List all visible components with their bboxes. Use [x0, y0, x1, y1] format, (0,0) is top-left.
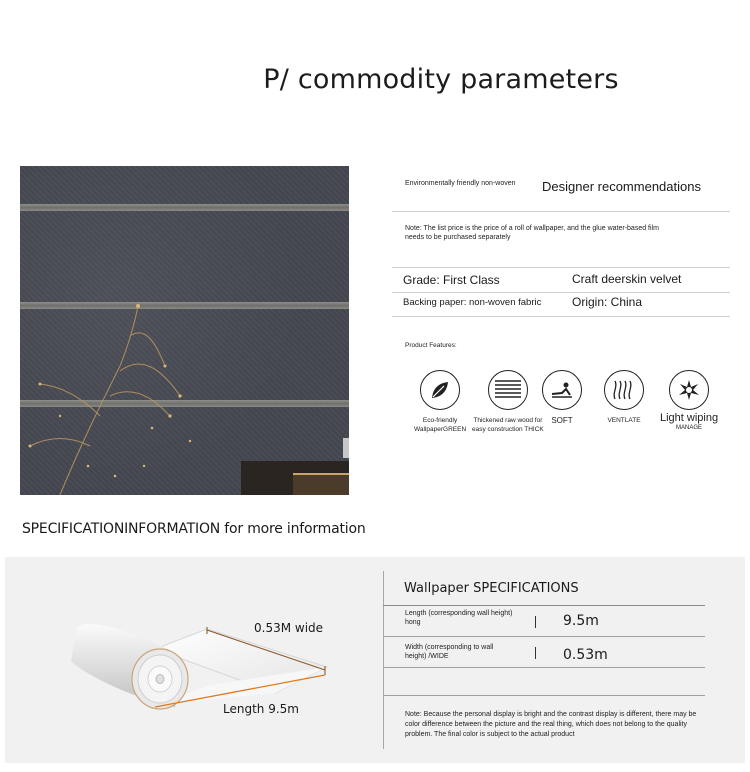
- roll-width-label: 0.53M wide: [254, 621, 324, 635]
- divider: [383, 636, 705, 637]
- divider: [383, 695, 705, 696]
- dried-branch-decor: [20, 166, 349, 495]
- backing-value: Backing paper: non-woven fabric: [403, 297, 542, 308]
- divider: [392, 267, 730, 268]
- divider: [392, 292, 730, 293]
- spec-tick: [535, 647, 536, 659]
- ventilate-icon: [604, 370, 644, 410]
- page-title: P/ commodity parameters: [263, 64, 619, 95]
- craft-value: Craft deerskin velvet: [572, 272, 682, 286]
- divider: [383, 667, 705, 668]
- spec-row-label: Width (corresponding to wall height) /WIDE: [405, 644, 494, 660]
- soft-icon: [542, 370, 582, 410]
- product-photo: [20, 166, 349, 495]
- wall-fixture: [343, 438, 349, 458]
- feature-sublabel: MANAGE: [676, 424, 703, 431]
- feature-label: Thickened raw wood for easy construction THICK: [472, 417, 544, 433]
- feature-ventilate: [604, 370, 644, 426]
- price-note: Note: The list price is the price of a roll of wallpaper, and the glue water-based film needs to be purchased separately: [405, 225, 659, 241]
- spec-row-label: Length (corresponding wall height) hong: [405, 610, 513, 626]
- wallpaper-roll-illustration: [5, 557, 383, 763]
- spec-panel: [5, 557, 745, 763]
- feature-soft: [542, 370, 582, 426]
- spec-row-value: 9.5m: [563, 613, 599, 629]
- feature-label: Eco-friendly WallpaperGREEN: [414, 417, 467, 433]
- divider: [392, 316, 730, 317]
- roll-length-label: Length 9.5m: [223, 702, 299, 716]
- feature-label: SOFT: [551, 416, 573, 425]
- picture-frame: [241, 461, 349, 495]
- divider: [383, 605, 705, 606]
- sparkle-icon: [669, 370, 709, 410]
- spec-tick: [535, 616, 536, 628]
- spec-heading: SPECIFICATIONINFORMATION for more information: [22, 521, 366, 537]
- spec-row-value: 0.53m: [563, 647, 608, 663]
- grade-value: Grade: First Class: [403, 273, 500, 287]
- feature-thick: [472, 370, 544, 434]
- vertical-divider: [383, 571, 384, 749]
- origin-value: Origin: China: [572, 295, 643, 309]
- env-text: Environmentally friendly non-woven: [405, 180, 516, 187]
- divider: [392, 211, 730, 212]
- feature-eco: [414, 370, 466, 434]
- designer-recommendations: Designer recommendations: [542, 179, 701, 194]
- spec-title: Wallpaper SPECIFICATIONS: [404, 581, 579, 596]
- feature-wiping: [660, 370, 718, 432]
- color-disclaimer: Note: Because the personal display is bright and the contrast display is different, there may be color difference between the picture and the real thing, which does not belong to the quality problem. The final color is subject to the actual product: [405, 711, 697, 738]
- features-label: Product Features:: [405, 342, 457, 349]
- feature-label: VENTLATE: [607, 417, 641, 424]
- leaf-icon: [420, 370, 460, 410]
- layers-icon: [488, 370, 528, 410]
- feature-label: Light wiping: [660, 412, 719, 424]
